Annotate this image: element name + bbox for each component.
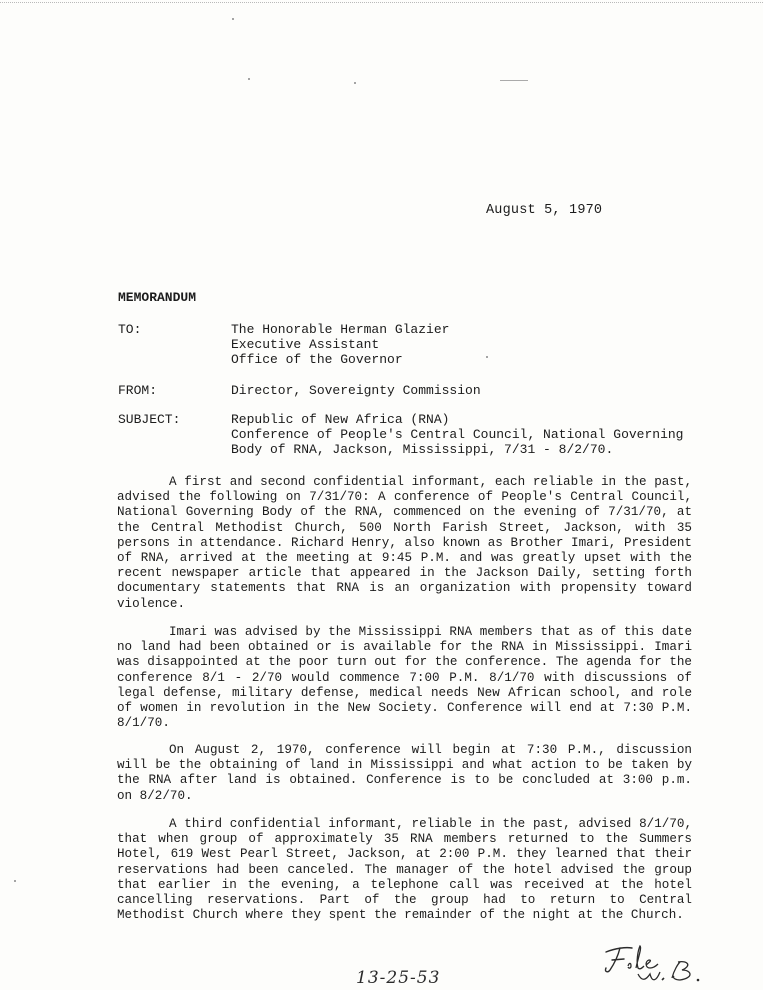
scan-speck: [248, 78, 250, 80]
memo-date: August 5, 1970: [486, 203, 603, 218]
body-paragraph: A third confidential informant, reliable in the past, advised 8/1/70, that when group of approximately 35 RNA members returned to the Summers Hotel, 619 West Pearl Street, Jackson, at 2:00 P.M. they learned that their reservations had been canceled. The manager of the hotel advised the group that earlier in the evening, a telephone call was received at the hotel cancelling reservations. Part of the group had to return to Central Methodist Church where they spent the remainder of the night at the Church.: [117, 817, 692, 923]
file-number: 13-25-53: [356, 968, 441, 988]
scan-mark: [500, 80, 528, 81]
body-paragraph: A first and second confidential informant, each reliable in the past, advised the following on 7/31/70: A conference of People's Central Council, National Governing Body of the RNA, commenced on the evening of 7/31/70, at the Central Methodist Church, 500 North Farish Street, Jackson, with 35 persons in attendance. Richard Henry, also known as Brother Imari, President of RNA, arrived at the meeting at 9:45 P.M. and was greatly upset with the recent newspaper article that appeared in the Jackson Daily, setting forth documentary statements that RNA is an organization with propensity toward violence.: [117, 475, 692, 611]
to-label: TO:: [118, 322, 142, 337]
from-label: FROM:: [118, 383, 158, 398]
scan-speck: [354, 82, 356, 84]
body-paragraph: Imari was advised by the Mississippi RNA members that as of this date no land had been obtained or is available for the RNA in Mississippi. Imari was disappointed at the poor turn out for the conference. The agenda for the conference 8/1 - 2/70 would commence 7:00 P.M. 8/1/70 with discussions of legal defense, military defense, medical needs New African school, and role of women in revolution in the New Society. Conference will end at 7:30 P.M. 8/1/70.: [117, 625, 692, 731]
to-value: [231, 322, 701, 367]
subject-value: [231, 412, 701, 457]
subject-line: Republic of New Africa (RNA): [231, 412, 450, 427]
subject-line: Conference of People's Central Council, National Governing: [231, 427, 684, 442]
from-value: [231, 383, 701, 398]
scan-speck: [14, 880, 16, 882]
memo-heading: MEMORANDUM: [118, 290, 197, 305]
subject-label: SUBJECT:: [118, 412, 181, 427]
page-top-edge: [0, 2, 763, 3]
to-line: Office of the Governor: [231, 352, 403, 367]
to-line: Executive Assistant: [231, 337, 380, 352]
scan-speck: [232, 18, 234, 20]
to-line: The Honorable Herman Glazier: [231, 322, 450, 337]
subject-line: Body of RNA, Jackson, Mississippi, 7/31 - 8/2/70.: [231, 442, 614, 457]
body-paragraph: On August 2, 1970, conference will begin at 7:30 P.M., discussion will be the obtaining of land in Mississippi and what action to be taken by the RNA after land is obtained. Conference is to be concluded at 3:00 p.m. on 8/2/70.: [117, 743, 692, 803]
from-line: Director, Sovereignty Commission: [231, 383, 481, 398]
handwritten-file-note: [598, 938, 710, 986]
